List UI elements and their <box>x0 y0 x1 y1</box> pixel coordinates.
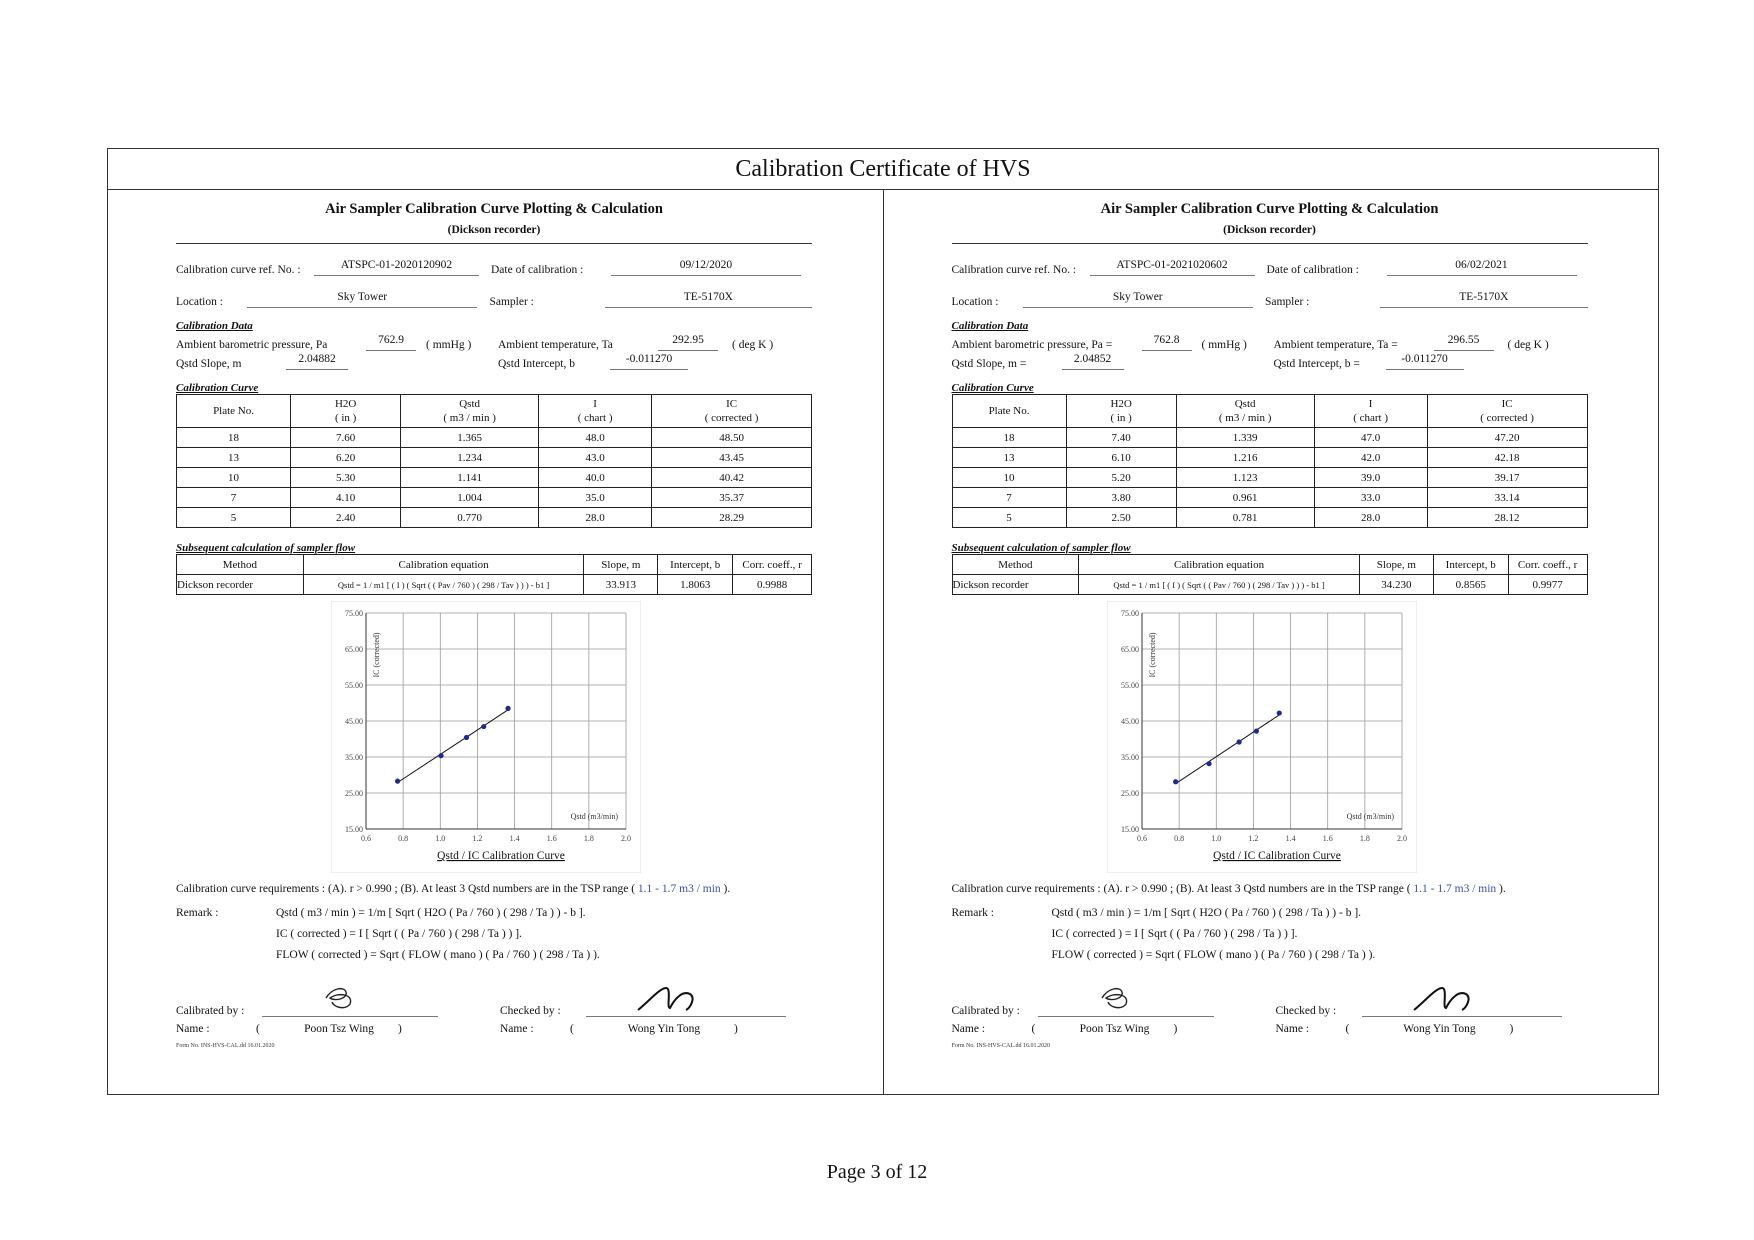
table-header-row <box>177 555 812 575</box>
data-point <box>1206 761 1211 766</box>
column-header: Corr. coeff., r <box>733 555 812 575</box>
table-cell: 5 <box>177 508 291 528</box>
y-tick-label: 15.00 <box>1120 825 1139 834</box>
data-point <box>1173 779 1178 784</box>
x-axis-label: Qstd (m3/min) <box>1346 812 1394 821</box>
column-header <box>401 395 539 428</box>
table-cell: 0.9988 <box>733 575 812 595</box>
table-cell: 7 <box>952 488 1066 508</box>
table-cell: 10 <box>952 468 1066 488</box>
table-cell: 1.123 <box>1176 468 1314 488</box>
calibration-curve-heading: Calibration Curve <box>176 382 259 394</box>
y-tick-label: 75.00 <box>345 609 363 618</box>
requirements-text: Calibration curve requirements : (A). r > 0.990 ; (B). At least 3 Qstd numbers are in the TSP range ( <box>176 883 636 895</box>
column-header-unit: ( in ) <box>334 412 357 424</box>
date-value: 09/12/2020 <box>611 259 801 276</box>
table-cell: 40.0 <box>539 468 652 488</box>
pa-label: Ambient barometric pressure, Pa <box>176 339 328 351</box>
name-row: Name : ( Poon Tsz Wing ) Name : ( Wong Yin Tong ) <box>951 1023 1514 1035</box>
calibration-curve-heading: Calibration Curve <box>951 382 1034 394</box>
chart-caption: Qstd / IC Calibration Curve <box>437 850 565 862</box>
table-cell: 1.234 <box>401 448 539 468</box>
y-tick-label: 65.00 <box>1120 645 1139 654</box>
table-cell: 0.770 <box>401 508 539 528</box>
form-number: Form No. INS-HVS-CAL.dd 16.01.2020 <box>951 1043 1051 1049</box>
table-cell: 48.0 <box>539 428 652 448</box>
date-value: 06/02/2021 <box>1387 259 1577 276</box>
ref-no: ATSPC-01-2021020602 <box>1090 259 1255 276</box>
table-cell: 0.8565 <box>1433 575 1508 595</box>
table-cell: Dickson recorder <box>177 575 304 595</box>
sampler-label: Sampler : <box>1264 296 1310 308</box>
column-header <box>291 395 401 428</box>
table-row <box>177 508 812 528</box>
ref-label: Calibration curve ref. No. : <box>176 264 301 276</box>
requirements-text: Calibration curve requirements : (A). r > 0.990 ; (B). At least 3 Qstd numbers are in the TSP range ( <box>951 883 1411 895</box>
page-label: Page <box>826 1161 866 1183</box>
date-label: Date of calibration : <box>1266 264 1359 276</box>
column-header: Corr. coeff., r <box>1508 555 1587 575</box>
table-row <box>177 428 812 448</box>
pa-unit: ( mmHg ) <box>1201 339 1247 351</box>
table-cell: 5.30 <box>291 468 401 488</box>
table-cell: 7.60 <box>291 428 401 448</box>
x-tick-label: 0.6 <box>1136 834 1147 843</box>
slope-label: Qstd Slope, m = <box>951 358 1027 370</box>
table-cell: 48.50 <box>652 428 812 448</box>
table-cell: Qstd = 1 / m1 [ ( I ) ( Sqrt ( ( Pav / 760 ) ( 298 / Tav ) ) ) - b1 ] <box>303 575 584 595</box>
table-row <box>177 448 812 468</box>
table-cell: 18 <box>177 428 291 448</box>
panel-subtitle: (Dickson recorder) <box>447 224 541 236</box>
calibration-panel <box>952 189 1588 1049</box>
chart-caption: Qstd / IC Calibration Curve <box>1212 850 1341 862</box>
signature-mark-1 <box>1038 982 1214 1016</box>
requirements-range: 1.1 - 1.7 m3 / min <box>637 883 721 895</box>
requirements-range: 1.1 - 1.7 m3 / min <box>1413 883 1497 895</box>
sampler-flow-table <box>952 554 1588 595</box>
column-header <box>1176 395 1314 428</box>
calibration-curve-table <box>176 394 812 528</box>
intercept-label: Qstd Intercept, b <box>498 358 575 370</box>
data-point <box>1236 739 1241 744</box>
table-cell: 5 <box>952 508 1066 528</box>
calibration-data-heading: Calibration Data <box>176 320 253 332</box>
location-label: Location : <box>951 296 999 308</box>
date-label: Date of calibration : <box>491 264 584 276</box>
table-cell: 2.50 <box>1066 508 1176 528</box>
table-cell: 33.0 <box>1314 488 1427 508</box>
x-tick-label: 1.0 <box>435 834 446 843</box>
name-label-2: Name : <box>1275 1023 1310 1035</box>
y-tick-label: 25.00 <box>1120 789 1139 798</box>
title-rule <box>176 243 812 244</box>
table-cell: 39.0 <box>1314 468 1427 488</box>
column-header-unit: ( chart ) <box>1353 412 1389 424</box>
signature-mark-1 <box>262 982 438 1016</box>
ref-no: ATSPC-01-2020120902 <box>314 259 479 276</box>
column-header: Slope, m <box>584 555 658 575</box>
pa-ta-row <box>952 335 1588 351</box>
x-tick-label: 1.8 <box>583 834 594 843</box>
y-axis-label: IC (corrected) <box>1147 632 1157 678</box>
column-header: Plate No. <box>952 395 1066 428</box>
x-tick-label: 1.4 <box>1285 834 1296 843</box>
panel-title: Air Sampler Calibration Curve Plotting & Calculation <box>325 201 663 217</box>
table-cell: Qstd = 1 / m1 [ ( I ) ( Sqrt ( ( Pav / 760 ) ( 298 / Tav ) ) ) - b1 ] <box>1079 575 1360 595</box>
checked-name: Wong Yin Tong <box>1403 1023 1476 1035</box>
name-label-1: Name : <box>176 1023 210 1035</box>
column-header <box>1427 395 1587 428</box>
pa-value: 762.8 <box>1142 334 1192 351</box>
calibration-chart <box>1107 601 1417 873</box>
remark-line-3: FLOW ( corrected ) = Sqrt ( FLOW ( mano ) ( Pa / 760 ) ( 298 / Ta ) ). <box>1051 949 1376 961</box>
column-header-name: IC <box>726 398 738 410</box>
x-tick-label: 1.4 <box>509 834 520 843</box>
table-cell: 33.913 <box>584 575 658 595</box>
y-tick-label: 45.00 <box>345 717 363 726</box>
table-cell: 0.9977 <box>1508 575 1587 595</box>
calibration-panel <box>176 189 812 1049</box>
y-tick-label: 15.00 <box>345 825 363 834</box>
slope-label: Qstd Slope, m <box>176 358 242 370</box>
table-row <box>952 488 1587 508</box>
y-tick-label: 55.00 <box>345 681 363 690</box>
table-cell: 28.0 <box>1314 508 1427 528</box>
calibration-chart <box>331 601 641 873</box>
signature-row <box>176 982 812 1017</box>
data-point <box>481 724 486 729</box>
pa-ta-row <box>176 335 812 351</box>
pa-unit: ( mmHg ) <box>426 339 472 351</box>
table-cell: 13 <box>177 448 291 468</box>
calibrated-name: Poon Tsz Wing <box>1079 1023 1150 1035</box>
column-header-unit: ( in ) <box>1110 412 1132 424</box>
signature-row <box>952 982 1588 1017</box>
ref-row <box>176 258 812 276</box>
data-point <box>1276 710 1281 715</box>
column-header-name: Qstd <box>1234 398 1256 410</box>
table-cell: 18 <box>952 428 1066 448</box>
column-header <box>1314 395 1427 428</box>
panel-title: Air Sampler Calibration Curve Plotting & Calculation <box>1100 201 1439 217</box>
y-tick-label: 25.00 <box>345 789 363 798</box>
table-row <box>952 468 1587 488</box>
requirements <box>952 883 1588 895</box>
sampler-label: Sampler : <box>489 296 534 308</box>
table-cell: 40.42 <box>652 468 812 488</box>
column-header-unit: ( chart ) <box>577 412 613 424</box>
remark-line-3: FLOW ( corrected ) = Sqrt ( FLOW ( mano ) ( Pa / 760 ) ( 298 / Ta ) ). <box>276 949 600 961</box>
column-header <box>539 395 652 428</box>
data-point <box>438 753 443 758</box>
table-cell: 42.0 <box>1314 448 1427 468</box>
data-point <box>505 706 510 711</box>
calibration-data-heading: Calibration Data <box>951 320 1029 332</box>
x-tick-label: 1.8 <box>1359 834 1370 843</box>
table-row <box>952 508 1587 528</box>
column-header-name: I <box>1368 398 1373 410</box>
name-label-1: Name : <box>951 1023 986 1035</box>
column-header: Method <box>177 555 304 575</box>
column-header-unit: ( m3 / min ) <box>443 412 496 424</box>
table-header-row <box>177 395 812 428</box>
table-row <box>952 428 1587 448</box>
location-label: Location : <box>176 296 223 308</box>
slope-value: 2.04852 <box>1062 353 1124 370</box>
certificate-title: Calibration Certificate of HVS <box>108 149 1658 190</box>
y-tick-label: 35.00 <box>1120 753 1139 762</box>
column-header-unit: ( m3 / min ) <box>1218 412 1272 424</box>
chart-svg <box>331 601 641 873</box>
x-tick-label: 2.0 <box>1396 834 1407 843</box>
requirements <box>176 883 812 895</box>
table-cell: 0.961 <box>1176 488 1314 508</box>
location-row <box>952 290 1588 308</box>
y-tick-label: 35.00 <box>345 753 363 762</box>
form-number: Form No. INS-HVS-CAL.dd 16.01.2020 <box>176 1043 275 1049</box>
y-tick-label: 55.00 <box>1120 681 1139 690</box>
ta-value: 296.55 <box>1434 334 1494 351</box>
table-row <box>952 575 1587 595</box>
data-point <box>464 735 469 740</box>
table-cell: 43.45 <box>652 448 812 468</box>
table-cell: 47.20 <box>1427 428 1587 448</box>
column-header: Calibration equation <box>1079 555 1360 575</box>
table-cell: 35.37 <box>652 488 812 508</box>
table-cell: 28.0 <box>539 508 652 528</box>
x-tick-label: 0.8 <box>398 834 409 843</box>
page-footer <box>0 1161 1754 1184</box>
table-cell: 5.20 <box>1066 468 1176 488</box>
signature-mark-2 <box>1362 982 1562 1016</box>
requirements-end: ). <box>723 883 731 895</box>
table-cell: 35.0 <box>539 488 652 508</box>
table-cell: 1.004 <box>401 488 539 508</box>
table-header-row <box>952 395 1587 428</box>
x-tick-label: 0.6 <box>361 834 371 843</box>
sampler-flow-table <box>176 554 812 595</box>
remark-line-1: Qstd ( m3 / min ) = 1/m [ Sqrt ( H2O ( Pa / 760 ) ( 298 / Ta ) ) - b ]. <box>1051 907 1362 919</box>
checked-signature <box>586 982 786 1017</box>
chart-svg <box>1107 601 1417 873</box>
checked-by-label: Checked by : <box>1275 1005 1337 1017</box>
panel-column-right <box>883 189 1659 1094</box>
calibration-curve-table <box>952 394 1588 528</box>
column-header <box>652 395 812 428</box>
table-cell: 1.141 <box>401 468 539 488</box>
signature-mark-2 <box>586 982 786 1016</box>
column-header-name: H2O <box>1110 398 1132 410</box>
ref-label: Calibration curve ref. No. : <box>951 264 1077 276</box>
calibrated-name: Poon Tsz Wing <box>304 1023 374 1035</box>
x-axis-label: Qstd (m3/min) <box>570 812 618 821</box>
column-header-unit: ( corrected ) <box>1480 412 1534 424</box>
column-header: Plate No. <box>177 395 291 428</box>
table-cell: 43.0 <box>539 448 652 468</box>
y-tick-label: 75.00 <box>1120 609 1139 618</box>
x-tick-label: 1.2 <box>1247 834 1258 843</box>
column-header: Intercept, b <box>658 555 733 575</box>
name-label-2: Name : <box>500 1023 534 1035</box>
requirements-end: ). <box>1499 883 1506 895</box>
slope-value: 2.04882 <box>286 353 348 370</box>
remarks <box>952 907 1588 970</box>
column-header-unit: ( corrected ) <box>704 412 759 424</box>
column-header-name: H2O <box>334 398 357 410</box>
remark-label: Remark : <box>951 907 994 919</box>
panel-subtitle: (Dickson recorder) <box>1223 224 1316 236</box>
x-tick-label: 1.6 <box>1322 834 1333 843</box>
ta-value: 292.95 <box>658 334 718 351</box>
table-cell: 33.14 <box>1427 488 1587 508</box>
table-row <box>952 448 1587 468</box>
table-cell: 28.29 <box>652 508 812 528</box>
x-tick-label: 2.0 <box>621 834 631 843</box>
calibrated-signature <box>1038 982 1214 1017</box>
table-cell: 1.339 <box>1176 428 1314 448</box>
table-cell: 10 <box>177 468 291 488</box>
table-cell: 6.20 <box>291 448 401 468</box>
x-tick-label: 1.2 <box>472 834 483 843</box>
table-cell: 4.10 <box>291 488 401 508</box>
checked-by-label: Checked by : <box>500 1005 561 1017</box>
table-cell: 34.230 <box>1359 575 1433 595</box>
table-row <box>177 468 812 488</box>
column-header-name: I <box>593 398 597 410</box>
slope-intercept-row <box>952 354 1588 370</box>
table-cell: Dickson recorder <box>952 575 1079 595</box>
slope-intercept-row <box>176 354 812 370</box>
table-cell: 1.216 <box>1176 448 1314 468</box>
table-cell: 7.40 <box>1066 428 1176 448</box>
ref-row <box>952 258 1588 276</box>
certificate-frame <box>107 148 1659 1095</box>
location-value: Sky Tower <box>247 291 477 308</box>
ta-label: Ambient temperature, Ta = <box>1273 339 1398 351</box>
ta-label: Ambient temperature, Ta <box>498 339 613 351</box>
intercept-value: -0.011270 <box>1386 353 1464 370</box>
data-point <box>1253 729 1258 734</box>
table-cell: 39.17 <box>1427 468 1587 488</box>
x-tick-label: 1.0 <box>1210 834 1221 843</box>
table-cell: 28.12 <box>1427 508 1587 528</box>
table-cell: 42.18 <box>1427 448 1587 468</box>
column-header: Slope, m <box>1359 555 1433 575</box>
checked-signature <box>1362 982 1562 1017</box>
data-point <box>395 779 400 784</box>
table-row <box>177 488 812 508</box>
location-value: Sky Tower <box>1023 291 1253 308</box>
table-row <box>177 575 812 595</box>
table-cell: 7 <box>177 488 291 508</box>
title-rule <box>952 243 1588 244</box>
column-header <box>1066 395 1176 428</box>
table-cell: 3.80 <box>1066 488 1176 508</box>
calibrated-signature <box>262 982 438 1017</box>
remark-line-2: IC ( corrected ) = I [ Sqrt ( ( Pa / 760 ) ( 298 / Ta ) ) ]. <box>1051 928 1298 940</box>
table-cell: 13 <box>952 448 1066 468</box>
pa-label: Ambient barometric pressure, Pa = <box>951 339 1113 351</box>
sampler-value: TE-5170X <box>605 291 812 308</box>
intercept-value: -0.011270 <box>610 353 688 370</box>
table-cell: 1.8063 <box>658 575 733 595</box>
table-cell: 1.365 <box>401 428 539 448</box>
y-tick-label: 45.00 <box>1120 717 1139 726</box>
checked-name: Wong Yin Tong <box>627 1023 701 1035</box>
page-total: 12 <box>907 1161 928 1183</box>
pa-value: 762.9 <box>366 334 416 351</box>
page-of: of <box>885 1161 903 1183</box>
column-header: Intercept, b <box>1433 555 1508 575</box>
panel-column-left <box>108 189 883 1094</box>
x-tick-label: 1.6 <box>546 834 557 843</box>
column-header-name: IC <box>1501 398 1513 410</box>
ta-unit: ( deg K ) <box>1507 339 1549 351</box>
remarks <box>176 907 812 970</box>
table-cell: 47.0 <box>1314 428 1427 448</box>
column-header: Method <box>952 555 1079 575</box>
column-header: Calibration equation <box>303 555 584 575</box>
calibrated-by-label: Calibrated by : <box>951 1005 1020 1017</box>
remark-line-2: IC ( corrected ) = I [ Sqrt ( ( Pa / 760 ) ( 298 / Ta ) ) ]. <box>276 928 522 940</box>
y-tick-label: 65.00 <box>345 645 363 654</box>
y-axis-label: IC (corrected) <box>372 632 381 678</box>
table-header-row <box>952 555 1587 575</box>
sampler-value: TE-5170X <box>1380 291 1587 308</box>
table-cell: 0.781 <box>1176 508 1314 528</box>
page-current: 3 <box>870 1161 881 1183</box>
calibrated-by-label: Calibrated by : <box>176 1005 245 1017</box>
x-tick-label: 0.8 <box>1173 834 1184 843</box>
name-row: Name : ( Poon Tsz Wing ) Name : ( Wong Yin Tong ) <box>176 1023 738 1035</box>
remark-label: Remark : <box>176 907 219 919</box>
table-cell: 2.40 <box>291 508 401 528</box>
subsequent-heading: Subsequent calculation of sampler flow <box>176 542 356 554</box>
intercept-label: Qstd Intercept, b = <box>1273 358 1360 370</box>
table-cell: 6.10 <box>1066 448 1176 468</box>
remark-line-1: Qstd ( m3 / min ) = 1/m [ Sqrt ( H2O ( Pa / 760 ) ( 298 / Ta ) ) - b ]. <box>276 907 586 919</box>
ta-unit: ( deg K ) <box>732 339 774 351</box>
location-row <box>176 290 812 308</box>
column-header-name: Qstd <box>459 398 481 410</box>
subsequent-heading: Subsequent calculation of sampler flow <box>951 542 1131 554</box>
